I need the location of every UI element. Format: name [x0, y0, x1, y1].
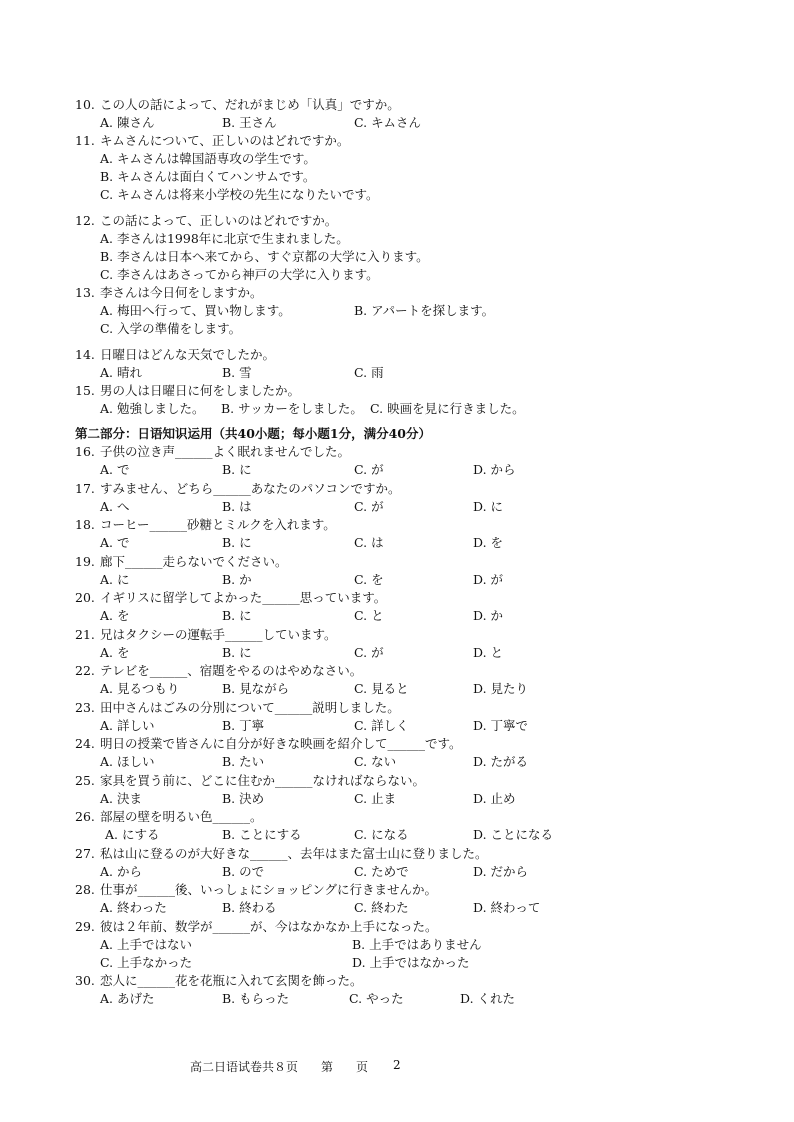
question-number: 25. — [75, 773, 95, 788]
option-a: A. 終わった — [100, 900, 167, 915]
option-b: B. もらった — [222, 991, 290, 1006]
question-number: 23. — [75, 700, 95, 715]
option-c: C. 詳しく — [354, 718, 409, 733]
footer-label-ye: 页 — [356, 1060, 369, 1074]
question-text: 子供の泣き声______よく眠れませんでした。 — [100, 444, 351, 459]
question-number: 24. — [75, 736, 95, 751]
question-number: 20. — [75, 590, 95, 605]
option-b: B. に — [222, 462, 252, 477]
section-title: 第二部分：日语知识运用（共40小题；每小题1分，满分40分） — [75, 426, 431, 441]
option-c: C. が — [354, 645, 384, 660]
option-b: B. 終わる — [222, 900, 277, 915]
option-b: B. 決め — [222, 791, 265, 806]
question-text: 李さんは今日何をしますか。 — [100, 285, 263, 300]
question-number: 16. — [75, 444, 95, 459]
question-text: イギリスに留学してよかった______思っています。 — [100, 590, 387, 605]
option-d: D. たがる — [473, 754, 529, 769]
option-c: C. を — [354, 572, 384, 587]
option-a: A. を — [100, 645, 130, 660]
question-number: 30. — [75, 973, 95, 988]
option-a: A. 李さんは1998年に北京で生まれました。 — [100, 231, 349, 246]
option-a: A. に — [100, 572, 130, 587]
question-text: この話によって、正しいのはどれですか。 — [100, 213, 338, 228]
question-text: 仕事が______後、いっしょにショッピングに行きませんか。 — [100, 882, 438, 897]
question-number: 27. — [75, 846, 95, 861]
option-d: D. から — [473, 462, 516, 477]
option-c: C. やった — [349, 991, 404, 1006]
option-d: D. 止め — [473, 791, 516, 806]
option-d: D. が — [473, 572, 504, 587]
option-c: C. ためで — [354, 864, 409, 879]
question-text: 明日の授業で皆さんに自分が好きな映画を紹介して______です。 — [100, 736, 462, 751]
question-text: 彼は２年前、数学が______が、今はなかなか上手になった。 — [100, 919, 438, 934]
option-d: D. 丁寧で — [473, 718, 529, 733]
option-c: C. 上手なかった — [100, 955, 193, 970]
question-text: テレビを______、宿題をやるのはやめなさい。 — [100, 663, 363, 678]
option-b: B. に — [222, 608, 252, 623]
question-text: 廊下______走らないでください。 — [100, 554, 288, 569]
option-c: C. 終わた — [354, 900, 409, 915]
option-c: C. キムさん — [354, 115, 421, 130]
option-a: A. 梅田へ行って、買い物します。 — [100, 303, 291, 318]
question-number: 22. — [75, 663, 95, 678]
option-b: B. 王さん — [222, 115, 277, 130]
option-c: C. が — [354, 462, 384, 477]
option-b: B. たい — [222, 754, 265, 769]
question-number: 10. — [75, 97, 95, 112]
option-d: D. 終わって — [473, 900, 541, 915]
option-b: B. 上手ではありません — [352, 937, 482, 952]
question-number: 11. — [75, 133, 95, 148]
option-d: D. だから — [473, 864, 529, 879]
option-b: B. アパートを探します。 — [354, 303, 495, 318]
question-text: コーヒー______砂糖とミルクを入れます。 — [100, 517, 336, 532]
option-c: C. が — [354, 499, 384, 514]
question-number: 18. — [75, 517, 95, 532]
option-a: A. 詳しい — [100, 718, 155, 733]
question-number: 19. — [75, 554, 95, 569]
option-a: A. 上手ではない — [100, 937, 192, 952]
option-b: B. 雪 — [222, 365, 252, 380]
question-number: 28. — [75, 882, 95, 897]
option-b: B. か — [222, 572, 252, 587]
option-a: A. キムさんは韓国語専攻の学生です。 — [100, 151, 316, 166]
question-number: 26. — [75, 809, 95, 824]
option-b: B. に — [222, 535, 252, 550]
option-d: D. くれた — [460, 991, 516, 1006]
option-c: C. 見ると — [354, 681, 409, 696]
option-d: D. に — [473, 499, 504, 514]
option-c: C. 止ま — [354, 791, 397, 806]
option-b: B. ので — [222, 864, 265, 879]
question-number: 14. — [75, 347, 95, 362]
option-b: B. サッカーをしました。 — [221, 401, 363, 416]
option-c: C. になる — [354, 827, 409, 842]
option-b: B. は — [222, 499, 252, 514]
question-number: 17. — [75, 481, 95, 496]
option-a: A. へ — [100, 499, 130, 514]
option-c: C. と — [354, 608, 384, 623]
footer-page-count: 高二日语试卷共８页 — [190, 1060, 299, 1074]
question-text: 私は山に登るのが大好きな______、去年はまた富士山に登りました。 — [100, 846, 488, 861]
option-b: B. キムさんは面白くてハンサムです。 — [100, 169, 316, 184]
option-a: A. 晴れ — [100, 365, 142, 380]
option-b: B. ことにする — [222, 827, 302, 842]
option-a: A. で — [100, 462, 130, 477]
question-text: 田中さんはごみの分別について______説明しました。 — [100, 700, 400, 715]
question-number: 29. — [75, 919, 95, 934]
option-b: B. 見ながら — [222, 681, 290, 696]
option-d: D. 上手ではなかった — [352, 955, 470, 970]
option-c: C. 雨 — [354, 365, 384, 380]
question-number: 15. — [75, 383, 95, 398]
question-text: 家具を買う前に、どこに住むか______なければならない。 — [100, 773, 426, 788]
question-text: この人の話によって、だれがまじめ「认真」ですか。 — [100, 97, 400, 112]
option-c: C. 入学の準備をします。 — [100, 321, 242, 336]
footer-label-di: 第 — [321, 1060, 334, 1074]
option-c: C. 映画を見に行きました。 — [370, 401, 525, 416]
question-text: 日曜日はどんな天気でしたか。 — [100, 347, 276, 362]
footer-page-number: 2 — [393, 1058, 401, 1072]
option-a: A. にする — [105, 827, 160, 842]
option-a: A. 決ま — [100, 791, 142, 806]
option-d: D. を — [473, 535, 504, 550]
option-a: A. で — [100, 535, 130, 550]
option-a: A. 見るつもり — [100, 681, 180, 696]
option-b: B. 李さんは日本へ来てから、すぐ京都の大学に入ります。 — [100, 249, 429, 264]
question-number: 13. — [75, 285, 95, 300]
question-number: 12. — [75, 213, 95, 228]
question-text: 恋人に______花を花瓶に入れて玄関を飾った。 — [100, 973, 363, 988]
option-c: C. 李さんはあさってから神戸の大学に入ります。 — [100, 267, 379, 282]
question-text: キムさんについて、正しいのはどれですか。 — [100, 133, 350, 148]
option-d: D. か — [473, 608, 504, 623]
option-c: C. キムさんは将来小学校の先生になりたいです。 — [100, 187, 379, 202]
question-number: 21. — [75, 627, 95, 642]
option-b: B. 丁寧 — [222, 718, 265, 733]
option-d: D. ことになる — [473, 827, 554, 842]
question-text: 男の人は日曜日に何をしましたか。 — [100, 383, 301, 398]
option-c: C. ない — [354, 754, 397, 769]
question-text: 兄はタクシーの運転手______しています。 — [100, 627, 337, 642]
option-a: A. を — [100, 608, 130, 623]
option-a: A. から — [100, 864, 142, 879]
option-a: A. 陳さん — [100, 115, 155, 130]
option-a: A. 勉強しました。 — [100, 401, 205, 416]
option-b: B. に — [222, 645, 252, 660]
option-a: A. ほしい — [100, 754, 155, 769]
option-a: A. あげた — [100, 991, 155, 1006]
question-text: 部屋の壁を明るい色______。 — [100, 809, 263, 824]
question-text: すみません、どちら______あなたのパソコンですか。 — [100, 481, 401, 496]
option-c: C. は — [354, 535, 384, 550]
option-d: D. と — [473, 645, 504, 660]
option-d: D. 見たり — [473, 681, 529, 696]
